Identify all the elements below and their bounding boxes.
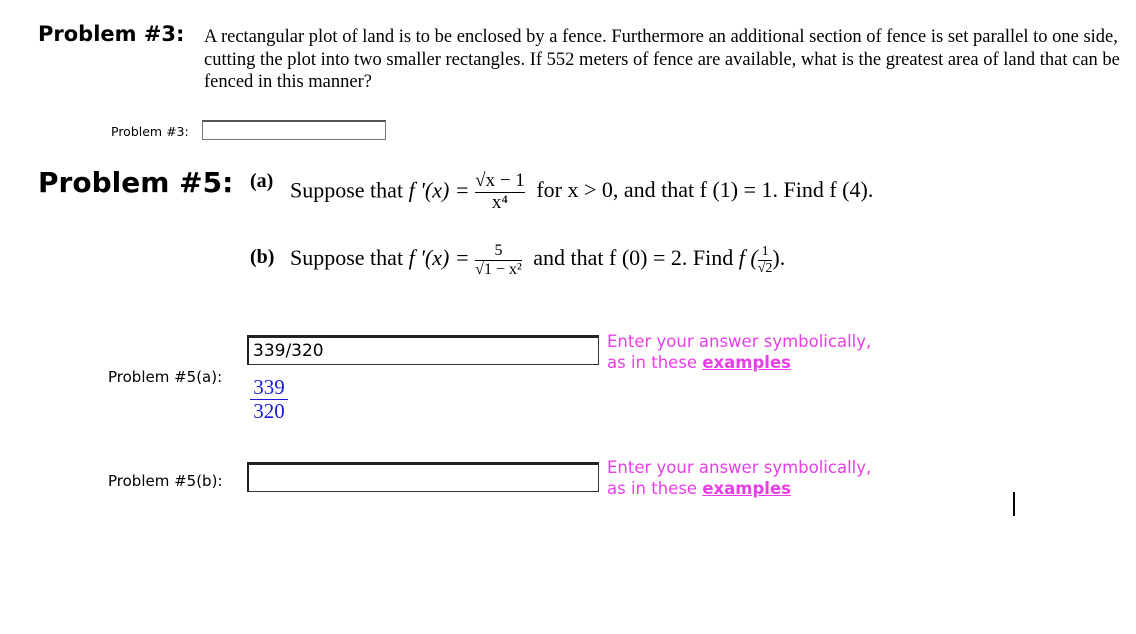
part-a-numerator: √x − 1 [475, 170, 525, 191]
problem-5a-preview [250, 376, 288, 423]
preview-numerator: 339 [250, 376, 288, 400]
part-b-statement [290, 242, 785, 278]
problem-3-text: A rectangular plot of land is to be enclosed by a fence. Furthermore an additional section of fence is set parallel to one side, cutting the plot into two smaller rectangles. If 552 meters of fence are available, what is the greatest area of land that can be fenced in this manner? [204, 27, 1120, 92]
part-b-arg-fraction [758, 244, 773, 276]
problem-5-title: Problem #5: [38, 166, 234, 199]
part-b-f-close: ). [772, 245, 786, 271]
text-cursor-icon [1013, 492, 1015, 516]
part-b-lead: Suppose that [290, 245, 404, 271]
problem-5a-hint [607, 331, 871, 373]
hint-line-1: Enter your answer symbolically, [607, 332, 872, 351]
part-a-denominator: x⁴ [491, 191, 509, 213]
problem-5a-answer-label: Problem #5(a): [108, 368, 223, 386]
hint-line-2 [607, 478, 871, 499]
part-b-fraction [475, 242, 522, 278]
problem-5a-answer-input[interactable] [247, 335, 599, 365]
hint-line-1: Enter your answer symbolically, [607, 458, 872, 477]
problem-3-answer-input[interactable] [202, 120, 386, 140]
hint-line-2 [607, 352, 871, 373]
preview-denominator: 320 [253, 399, 285, 423]
part-a-tail: for x > 0, and that f (1) = 1. Find f (4). [536, 177, 874, 203]
part-b-arg-denominator: √2 [757, 260, 773, 276]
part-b-f-open: f ( [738, 245, 758, 271]
problem-3-answer-label: Problem #3: [111, 124, 189, 139]
problem-3-title: Problem #3: [38, 22, 185, 46]
problem-5b-answer-label: Problem #5(b): [108, 472, 223, 490]
problem-5b-answer-input[interactable] [247, 462, 599, 492]
examples-link[interactable]: examples [702, 479, 791, 498]
hint-prefix: as in these [607, 353, 698, 372]
part-b-denominator: √1 − x² [475, 260, 522, 278]
hint-prefix: as in these [607, 479, 698, 498]
part-a-fprime: f '(x) = [408, 177, 470, 203]
part-a-lead: Suppose that [290, 177, 404, 203]
part-b-tail: and that f (0) = 2. Find [533, 245, 734, 271]
part-a-statement [290, 171, 873, 214]
part-a-fraction [475, 171, 525, 214]
part-b-arg-numerator: 1 [758, 244, 773, 260]
examples-link[interactable]: examples [702, 353, 791, 372]
part-b-numerator: 5 [475, 242, 522, 261]
part-b-fprime: f '(x) = [408, 245, 470, 271]
part-a-label: (a) [250, 170, 274, 192]
problem-5b-hint [607, 457, 871, 499]
part-b-label: (b) [250, 246, 275, 268]
